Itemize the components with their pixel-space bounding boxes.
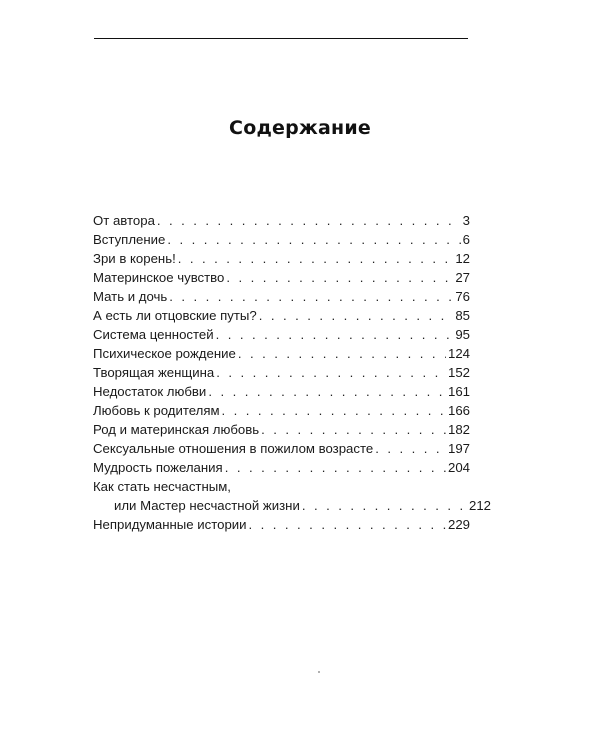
toc-entry[interactable] [93, 363, 470, 382]
toc-entry[interactable] [93, 477, 491, 515]
toc-entry-title: Система ценностей [93, 327, 214, 342]
toc-entry-title: Сексуальные отношения в пожилом возрасте [93, 441, 374, 456]
toc-entry-page: 166 [447, 403, 470, 418]
toc-entry[interactable] [93, 325, 470, 344]
top-rule [94, 38, 468, 39]
toc-entry[interactable] [93, 439, 470, 458]
toc-entry[interactable] [93, 401, 470, 420]
dot-leader [216, 363, 446, 382]
toc-entry[interactable] [93, 249, 470, 268]
toc-entry-title: От автора [93, 213, 155, 228]
dot-leader [167, 230, 460, 249]
toc-entry-page: 12 [455, 251, 470, 266]
toc-entry-title: Творящая женщина [93, 365, 215, 380]
dot-leader [261, 420, 446, 439]
toc-entry-page: 124 [447, 346, 470, 361]
dot-leader [302, 496, 467, 515]
toc-entry[interactable] [93, 382, 470, 401]
dot-leader [178, 249, 454, 268]
toc-entry-title: Мать и дочь [93, 289, 168, 304]
toc-entry-page: 3 [462, 213, 470, 228]
page-title: Содержание [229, 117, 371, 139]
toc-entry-page: 76 [455, 289, 470, 304]
toc-entry-page: 229 [447, 517, 470, 532]
dot-leader [249, 515, 446, 534]
toc-entry-title: Материнское чувство [93, 270, 225, 285]
toc-entry[interactable] [93, 515, 470, 534]
toc-entry-title: Вступление [93, 232, 166, 247]
toc-entry-page: 152 [447, 365, 470, 380]
dot-leader [259, 306, 454, 325]
toc-entry-title: А есть ли отцовские путы? [93, 308, 257, 323]
toc-entry[interactable] [93, 306, 470, 325]
toc-entry[interactable] [93, 230, 470, 249]
toc-entry-title: Недостаток любви [93, 384, 207, 399]
toc-entry-title: Мудрость пожелания [93, 460, 223, 475]
toc-entry-page: 212 [468, 498, 491, 513]
toc-entry-page: 182 [447, 422, 470, 437]
dot-leader [375, 439, 446, 458]
toc-entry-subtitle: или Мастер несчастной жизни [114, 498, 300, 513]
dot-leader [216, 325, 454, 344]
dot-leader [238, 344, 446, 363]
dot-leader [157, 211, 461, 230]
toc-entry-title: Род и материнская любовь [93, 422, 260, 437]
toc-entry-page: 204 [447, 460, 470, 475]
toc-entry[interactable] [93, 211, 470, 230]
toc-entry-page: 85 [455, 308, 470, 323]
toc-entry-page: 6 [462, 232, 470, 247]
dot-leader [169, 287, 453, 306]
toc-entry-title: Непридуманные истории [93, 517, 247, 532]
table-of-contents [93, 211, 491, 534]
toc-entry-page: 161 [447, 384, 470, 399]
dot-leader [222, 401, 446, 420]
print-speck [318, 671, 320, 673]
dot-leader [226, 268, 453, 287]
toc-entry-title: Как стать несчастным, [93, 479, 231, 494]
dot-leader [225, 458, 446, 477]
toc-entry-title: Зри в корень! [93, 251, 176, 266]
toc-entry[interactable] [93, 420, 470, 439]
toc-entry-page: 27 [455, 270, 470, 285]
toc-entry-title: Любовь к родителям [93, 403, 220, 418]
toc-entry-page: 197 [447, 441, 470, 456]
toc-entry-page: 95 [455, 327, 470, 342]
toc-entry[interactable] [93, 344, 470, 363]
toc-entry[interactable] [93, 287, 470, 306]
toc-entry-title: Психическое рождение [93, 346, 236, 361]
toc-entry[interactable] [93, 458, 470, 477]
dot-leader [208, 382, 446, 401]
toc-entry[interactable] [93, 268, 470, 287]
